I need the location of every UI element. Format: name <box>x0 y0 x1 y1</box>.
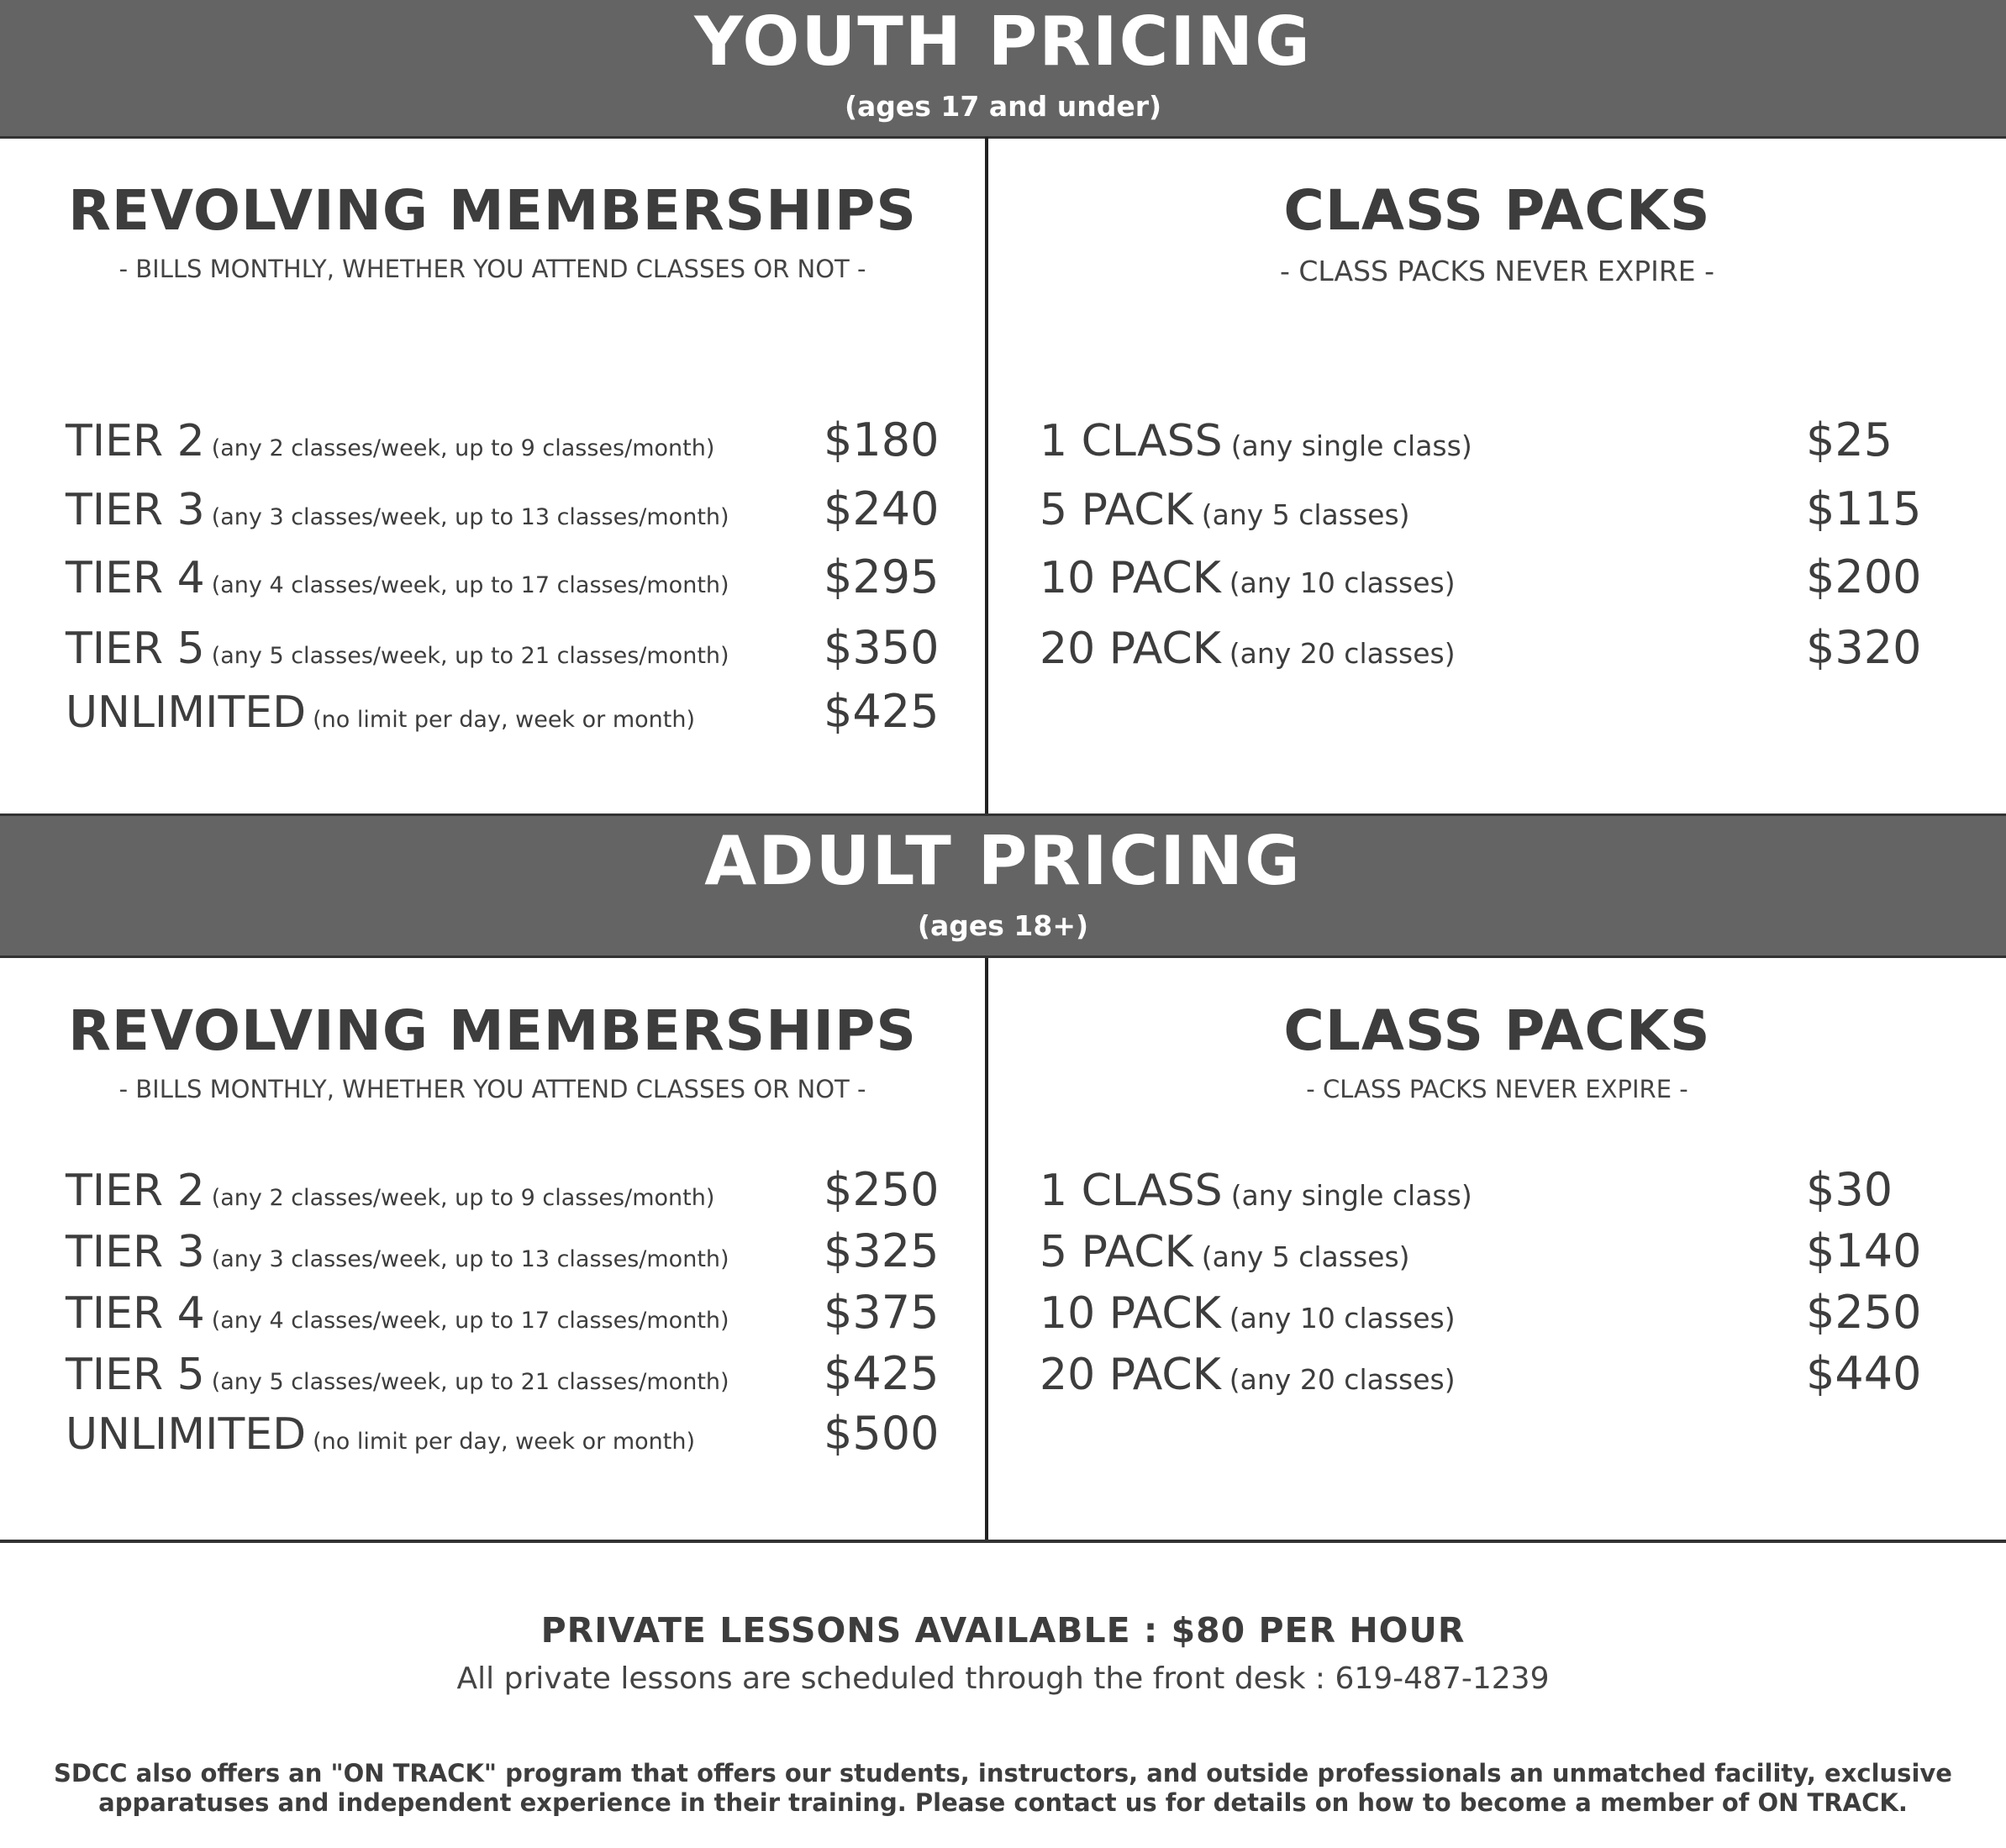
youth-pack-name: 1 CLASS <box>1040 416 1223 466</box>
youth-pack-row <box>1040 550 1981 603</box>
on-track-note-line-2: apparatuses and independent experience in their training. Please contact us for details on how to become a member of ON TRACK. <box>98 1788 1908 1817</box>
youth-pack-name: 10 PACK <box>1040 553 1221 603</box>
adult-pack-detail: (any 5 classes) <box>1201 1240 1410 1273</box>
youth-header-divider <box>0 136 2006 139</box>
youth-membership-price: $295 <box>824 550 940 603</box>
youth-pack-detail: (any 10 classes) <box>1229 566 1456 599</box>
footer-divider <box>0 1540 2006 1543</box>
youth-packs-heading <box>988 178 2006 287</box>
adult-membership-row <box>66 1224 973 1277</box>
adult-pack-label <box>1040 1227 1410 1277</box>
adult-pack-name: 10 PACK <box>1040 1288 1221 1339</box>
youth-memberships-subtitle: - BILLS MONTHLY, WHETHER YOU ATTEND CLASSES OR NOT - <box>118 255 866 283</box>
adult-pack-row <box>1040 1224 1981 1277</box>
adult-membership-label <box>66 1350 729 1400</box>
youth-pack-label <box>1040 485 1410 535</box>
adult-membership-name: TIER 4 <box>66 1288 205 1339</box>
adult-pack-row <box>1040 1162 1981 1216</box>
youth-pack-price: $200 <box>1806 550 1922 603</box>
youth-pack-price: $25 <box>1806 413 1893 466</box>
adult-pack-price: $30 <box>1806 1163 1893 1216</box>
adult-membership-label <box>66 1227 729 1277</box>
youth-membership-detail: (any 2 classes/week, up to 9 classes/month) <box>211 435 715 461</box>
youth-membership-row <box>66 684 973 738</box>
youth-membership-label <box>66 485 729 535</box>
youth-membership-label <box>66 416 715 466</box>
adult-pack-label <box>1040 1288 1456 1339</box>
adult-membership-detail: (any 5 classes/week, up to 21 classes/month) <box>211 1369 729 1395</box>
adult-pack-detail: (any 10 classes) <box>1229 1302 1456 1335</box>
adult-memberships-subtitle: - BILLS MONTHLY, WHETHER YOU ATTEND CLASSES OR NOT - <box>118 1075 866 1103</box>
youth-membership-label <box>66 553 729 603</box>
youth-pack-row <box>1040 482 1981 535</box>
adult-pack-detail: (any single class) <box>1230 1179 1472 1212</box>
adult-packs-subtitle: - CLASS PACKS NEVER EXPIRE - <box>1306 1075 1688 1103</box>
youth-pack-detail: (any single class) <box>1230 429 1472 462</box>
youth-membership-row <box>66 620 973 674</box>
youth-pack-row <box>1040 413 1981 466</box>
adult-pricing-title: ADULT PRICING <box>704 822 1302 900</box>
youth-membership-price: $425 <box>824 685 940 738</box>
adult-pack-row <box>1040 1346 1981 1400</box>
youth-membership-detail: (any 4 classes/week, up to 17 classes/month) <box>211 572 729 598</box>
youth-membership-name: TIER 5 <box>66 624 205 674</box>
adult-memberships-heading <box>0 998 985 1103</box>
adult-header-divider <box>0 956 2006 958</box>
adult-membership-detail: (any 2 classes/week, up to 9 classes/month) <box>211 1185 715 1211</box>
youth-pricing-subtitle: (ages 17 and under) <box>844 90 1162 123</box>
adult-pack-name: 5 PACK <box>1040 1227 1193 1277</box>
adult-membership-label <box>66 1288 729 1339</box>
youth-pack-name: 5 PACK <box>1040 485 1193 535</box>
youth-membership-detail: (no limit per day, week or month) <box>313 707 696 733</box>
youth-membership-name: TIER 4 <box>66 553 205 603</box>
adult-membership-name: TIER 3 <box>66 1227 205 1277</box>
youth-pricing-header <box>0 0 2006 137</box>
adult-pack-name: 20 PACK <box>1040 1350 1221 1400</box>
adult-membership-price: $250 <box>824 1163 940 1216</box>
adult-membership-row <box>66 1346 973 1400</box>
youth-membership-detail: (any 3 classes/week, up to 13 classes/month) <box>211 504 729 530</box>
youth-pack-label <box>1040 553 1456 603</box>
adult-membership-detail: (any 3 classes/week, up to 13 classes/month) <box>211 1246 729 1272</box>
adult-membership-name: UNLIMITED <box>66 1409 307 1460</box>
adult-packs-heading <box>988 998 2006 1103</box>
adult-pack-row <box>1040 1285 1981 1339</box>
adult-membership-price: $500 <box>824 1407 940 1460</box>
adult-memberships-title: REVOLVING MEMBERSHIPS <box>68 998 917 1063</box>
adult-membership-row <box>66 1285 973 1339</box>
youth-membership-price: $350 <box>824 621 940 674</box>
youth-pack-price: $115 <box>1806 482 1922 535</box>
youth-membership-row <box>66 550 973 603</box>
private-lessons-title: PRIVATE LESSONS AVAILABLE : $80 PER HOUR <box>540 1610 1466 1651</box>
adult-membership-label <box>66 1409 696 1460</box>
youth-membership-detail: (any 5 classes/week, up to 21 classes/month) <box>211 643 729 669</box>
youth-membership-label <box>66 624 729 674</box>
adult-membership-row <box>66 1162 973 1216</box>
youth-memberships-heading <box>0 178 985 283</box>
youth-membership-name: TIER 3 <box>66 485 205 535</box>
adult-pack-price: $140 <box>1806 1224 1922 1277</box>
adult-pricing-header <box>0 816 2006 956</box>
adult-membership-detail: (any 4 classes/week, up to 17 classes/month) <box>211 1308 729 1334</box>
adult-pack-name: 1 CLASS <box>1040 1166 1223 1216</box>
adult-membership-detail: (no limit per day, week or month) <box>313 1429 696 1455</box>
on-track-note <box>50 1759 1956 1818</box>
adult-pack-label <box>1040 1350 1456 1400</box>
youth-pack-detail: (any 20 classes) <box>1229 637 1456 670</box>
youth-membership-name: TIER 2 <box>66 416 205 466</box>
adult-pack-label <box>1040 1166 1472 1216</box>
adult-membership-name: TIER 2 <box>66 1166 205 1216</box>
youth-pack-label <box>1040 624 1456 674</box>
adult-membership-label <box>66 1166 715 1216</box>
youth-pack-detail: (any 5 classes) <box>1201 498 1410 531</box>
adult-membership-price: $425 <box>824 1347 940 1400</box>
adult-pack-price: $250 <box>1806 1286 1922 1339</box>
adult-packs-title: CLASS PACKS <box>1283 998 1711 1063</box>
youth-pack-label <box>1040 416 1472 466</box>
on-track-note-line-1: SDCC also offers an "ON TRACK" program that offers our students, instructors, and outside professionals an unmatched facility, exclusive <box>54 1759 1952 1787</box>
adult-pack-detail: (any 20 classes) <box>1229 1363 1456 1396</box>
adult-membership-row <box>66 1406 973 1460</box>
adult-membership-price: $375 <box>824 1286 940 1339</box>
adult-membership-price: $325 <box>824 1224 940 1277</box>
private-lessons-subtitle: All private lessons are scheduled through the front desk : 619-487-1239 <box>456 1661 1550 1696</box>
youth-pack-price: $320 <box>1806 621 1922 674</box>
youth-packs-title: CLASS PACKS <box>1283 178 1711 243</box>
youth-memberships-title: REVOLVING MEMBERSHIPS <box>68 178 917 243</box>
youth-pricing-title: YOUTH PRICING <box>694 3 1312 81</box>
youth-packs-subtitle: - CLASS PACKS NEVER EXPIRE - <box>1279 255 1715 287</box>
youth-membership-name: UNLIMITED <box>66 687 307 738</box>
youth-membership-price: $180 <box>824 413 940 466</box>
youth-membership-label <box>66 687 696 738</box>
youth-membership-row <box>66 482 973 535</box>
youth-pack-row <box>1040 620 1981 674</box>
youth-pack-name: 20 PACK <box>1040 624 1221 674</box>
youth-membership-row <box>66 413 973 466</box>
youth-membership-price: $240 <box>824 482 940 535</box>
adult-pricing-subtitle: (ages 18+) <box>917 909 1089 942</box>
adult-pack-price: $440 <box>1806 1347 1922 1400</box>
adult-membership-name: TIER 5 <box>66 1350 205 1400</box>
